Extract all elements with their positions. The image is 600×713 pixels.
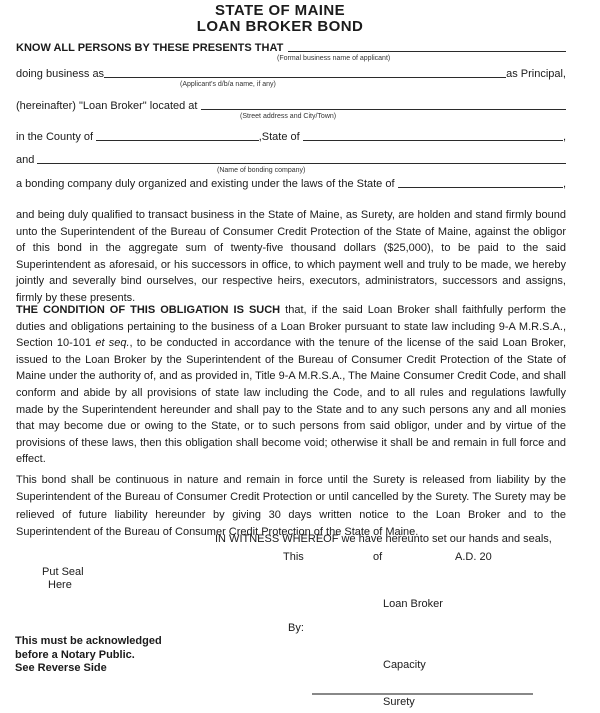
doing-business-as-label: doing business as <box>16 68 105 80</box>
bonding-state-label: a bonding company duly organized and existing under the laws of the State of <box>16 178 398 190</box>
condition-paragraph <box>16 302 566 468</box>
document-title <box>0 3 560 35</box>
as-principal-label: as Principal, <box>506 68 566 80</box>
street-address-field[interactable] <box>201 108 566 110</box>
notary-note-line3: See Reverse Side <box>15 662 107 675</box>
formal-name-caption: (Formal business name of applicant) <box>277 55 391 62</box>
document-title-line2: LOAN BROKER BOND <box>196 18 364 35</box>
bonding-company-caption: (Name of bonding company) <box>217 167 306 174</box>
capacity-label: Capacity <box>383 659 426 671</box>
date-this-label: This <box>283 551 304 563</box>
county-row-comma: , <box>562 131 566 143</box>
applicant-name-row <box>16 40 566 54</box>
by-label: By: <box>288 622 304 634</box>
bonding-company-row <box>16 152 566 166</box>
bonding-state-row <box>16 176 566 190</box>
surety-obligation-paragraph: and being duly qualified to transact business in the State of Maine, as Surety, are holden and stand firmly bound unto the Superintendent of the Bureau of Consumer Credit Protection of the State of Maine, against the obligor of this bond in the aggregate sum of twenty-five thousand dollars ($25,000), to be paid to the said Superintendent as aforesaid, or his successors in office, to which payment well and truly to be made, we hereby jointly and severally bind ourselves, our respective heirs, executors, administrators, successors and assigns, firmly by these presents. <box>16 209 566 304</box>
state-field[interactable] <box>303 139 563 141</box>
county-field[interactable] <box>96 139 259 141</box>
bonding-state-field[interactable] <box>398 186 563 188</box>
date-of-label: of <box>373 551 383 563</box>
loan-broker-signature-label: Loan Broker <box>383 598 443 610</box>
date-ad-label: A.D. 20 <box>455 551 492 563</box>
put-seal-here-note <box>42 566 84 592</box>
surety-label: Surety <box>383 696 415 708</box>
bonding-company-field[interactable] <box>37 162 566 164</box>
document-title-line1: STATE OF MAINE <box>214 2 346 19</box>
notary-note-line1: This must be acknowledged <box>15 635 162 647</box>
state-label: ,State of <box>258 131 303 143</box>
surety-signature-line[interactable] <box>312 693 533 695</box>
formal-business-name-field[interactable] <box>288 50 566 52</box>
condition-text-a: that, if the said Loan Broker shall faithfully perform the duties and obligations pertaining to the business of a Loan Broker pursuant to state law including 9-A M.R.S.A., Section 10-101 <box>16 304 566 350</box>
and-label: and <box>16 154 38 166</box>
street-address-caption: (Street address and City/Town) <box>240 113 337 120</box>
continuous-bond-paragraph: This bond shall be continuous in nature and remain in force until the Surety is released from liability by the Superintendent of the Bureau of Consumer Credit Protection or until cancelled by the Surety. The Surety may be relieved of future liability hereunder by giving 30 days written notice to the Loan Broker and to the Superintendent of the Bureau of Consumer Credit Protection of the State of Maine. <box>16 474 566 539</box>
notary-acknowledgment-note <box>15 635 162 676</box>
dba-name-field[interactable] <box>104 76 506 78</box>
know-all-persons-label: KNOW ALL PERSONS BY THESE PRESENTS THAT <box>16 42 284 54</box>
address-row <box>16 98 566 112</box>
in-witness-whereof-line: IN WITNESS WHEREOF we have hereunto set our hands and seals, <box>215 533 552 545</box>
put-seal-line2: Here <box>48 579 72 591</box>
located-at-label: (hereinafter) "Loan Broker" located at <box>16 100 201 112</box>
et-seq-italic: et seq. <box>95 337 130 350</box>
put-seal-line1: Put Seal <box>42 566 84 578</box>
condition-lead-in: THE CONDITION OF THIS OBLIGATION IS SUCH <box>16 304 281 316</box>
notary-note-line2: before a Notary Public. <box>15 648 135 661</box>
county-label: in the County of <box>16 131 97 143</box>
county-state-row <box>16 129 566 143</box>
bonding-row-comma: , <box>562 178 566 190</box>
dba-row <box>16 66 566 80</box>
condition-text-b: , to be conducted in accordance with the tenure of the license of the said Loan Broker, issued to the Loan Broker by the Superintendent of the Bureau of Consumer Credit Protection of the State of Maine under the authority of, and as provided in, Title 9-A M.R.S.A., The Maine Consumer Credit Code, and shall conform and abide by all provisions of state law including the Code, and to all rules and regulations lawfully made by the Superintendent hereunder and shall pay to the State and to any such persons any and all monies that may become due or owing to the State, or to such persons from said obligor, under and by virtue of the provisions of these laws, then this obligation shall become void; otherwise it shall be and remain in full force and effect. <box>16 337 566 466</box>
fill-in-section <box>16 40 566 190</box>
dba-caption: (Applicant's d/b/a name, if any) <box>180 81 276 88</box>
